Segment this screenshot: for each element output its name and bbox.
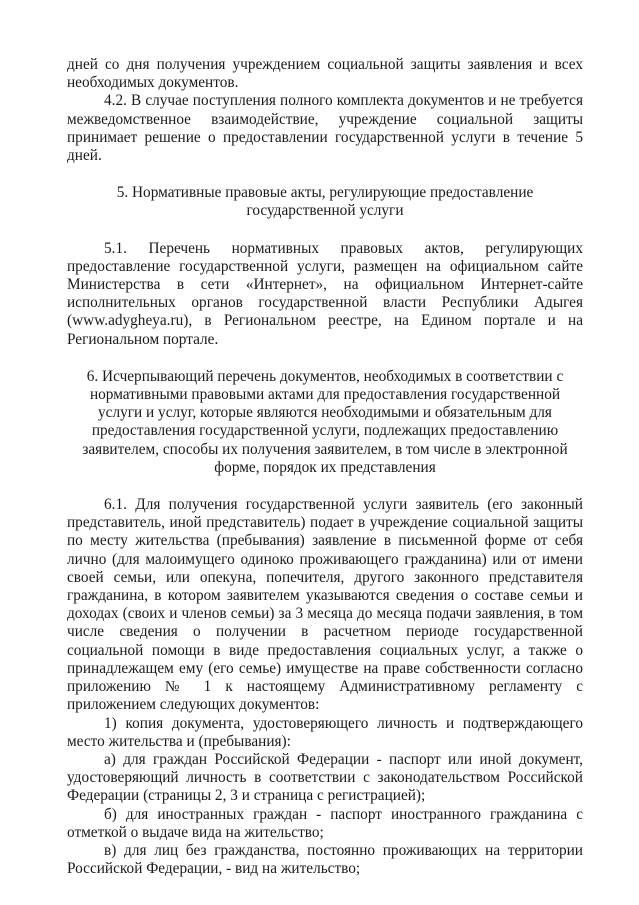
paragraph-6-1: 6.1. Для получения государственной услуги заявитель (его законный представитель, иной представитель) подает в учреждение социальной защиты по месту жительства (пребывания) заявление в письменной форме от себя лично (для малоимущего одиноко проживающего гражданина) или от имени своей семьи, или опекуна, попечителя, другого законного представителя гражданина, в котором заявителем указываются сведения о составе семьи и доходах (своих и членов семьи) за 3 месяца до месяца подачи заявления, в том числе сведения о получении в расчетном периоде государственной социальной помощи в виде предоставления социальных услуг, а также о принадлежащем ему (его семье) имуществе на праве собственности согласно приложению № 1 к настоящему Административному регламенту с приложением следующих документов: — [67, 496, 583, 714]
section-5-heading: 5. Нормативные правовые акты, регулирующие предоставление государственной услуги — [116, 184, 534, 220]
list-item-v: в) для лиц без гражданства, постоянно проживающих на территории Российской Федерации, - вид на жительство; — [67, 841, 583, 878]
list-item-b: б) для иностранных граждан - паспорт иностранного гражданина с отметкой о выдаче вида на жительство; — [67, 805, 583, 841]
list-item-a: а) для граждан Российской Федерации - паспорт или иной документ, удостоверяющий личность в соответствии с законодательством Российской Федерации (страницы 2, 3 и страница с регистрацией); — [67, 750, 583, 805]
paragraph-4-2: 4.2. В случае поступления полного комплекта документов и не требуется межведомственное взаимодействие, учреждение социальной защиты принимает решение о предоставлении государственной услуги в течение 5 дней. — [67, 92, 583, 165]
document-page — [67, 56, 583, 878]
section-6-heading: 6. Исчерпывающий перечень документов, необходимых в соответствии с нормативными правовыми актами для предоставления государственной услуги и услуг, которые являются необходимыми и обязательным для предоставления государственной услуги, подлежащих предоставлению заявителем, способы их получения заявителем, в том числе в электронной форме, порядок их представления — [82, 367, 568, 476]
paragraph-5-1: 5.1. Перечень нормативных правовых актов, регулирующих предоставление государственной услуги, размещен на официальном сайте Министерства в сети «Интернет», на официальном Интернет-сайте исполнительных органов государственной власти Республики Адыгея (www.adygheya.ru), в Региональном реестре, на Едином портале и на Региональном портале. — [67, 239, 583, 348]
continuation-paragraph: дней со дня получения учреждением социальной защиты заявления и всех необходимых документов. — [67, 56, 583, 92]
list-item-1: 1) копия документа, удостоверяющего личность и подтверждающего место жительства и (пребывания): — [67, 714, 583, 750]
spacer — [67, 221, 583, 240]
spacer — [67, 349, 583, 368]
spacer — [67, 165, 583, 184]
spacer — [67, 477, 583, 496]
